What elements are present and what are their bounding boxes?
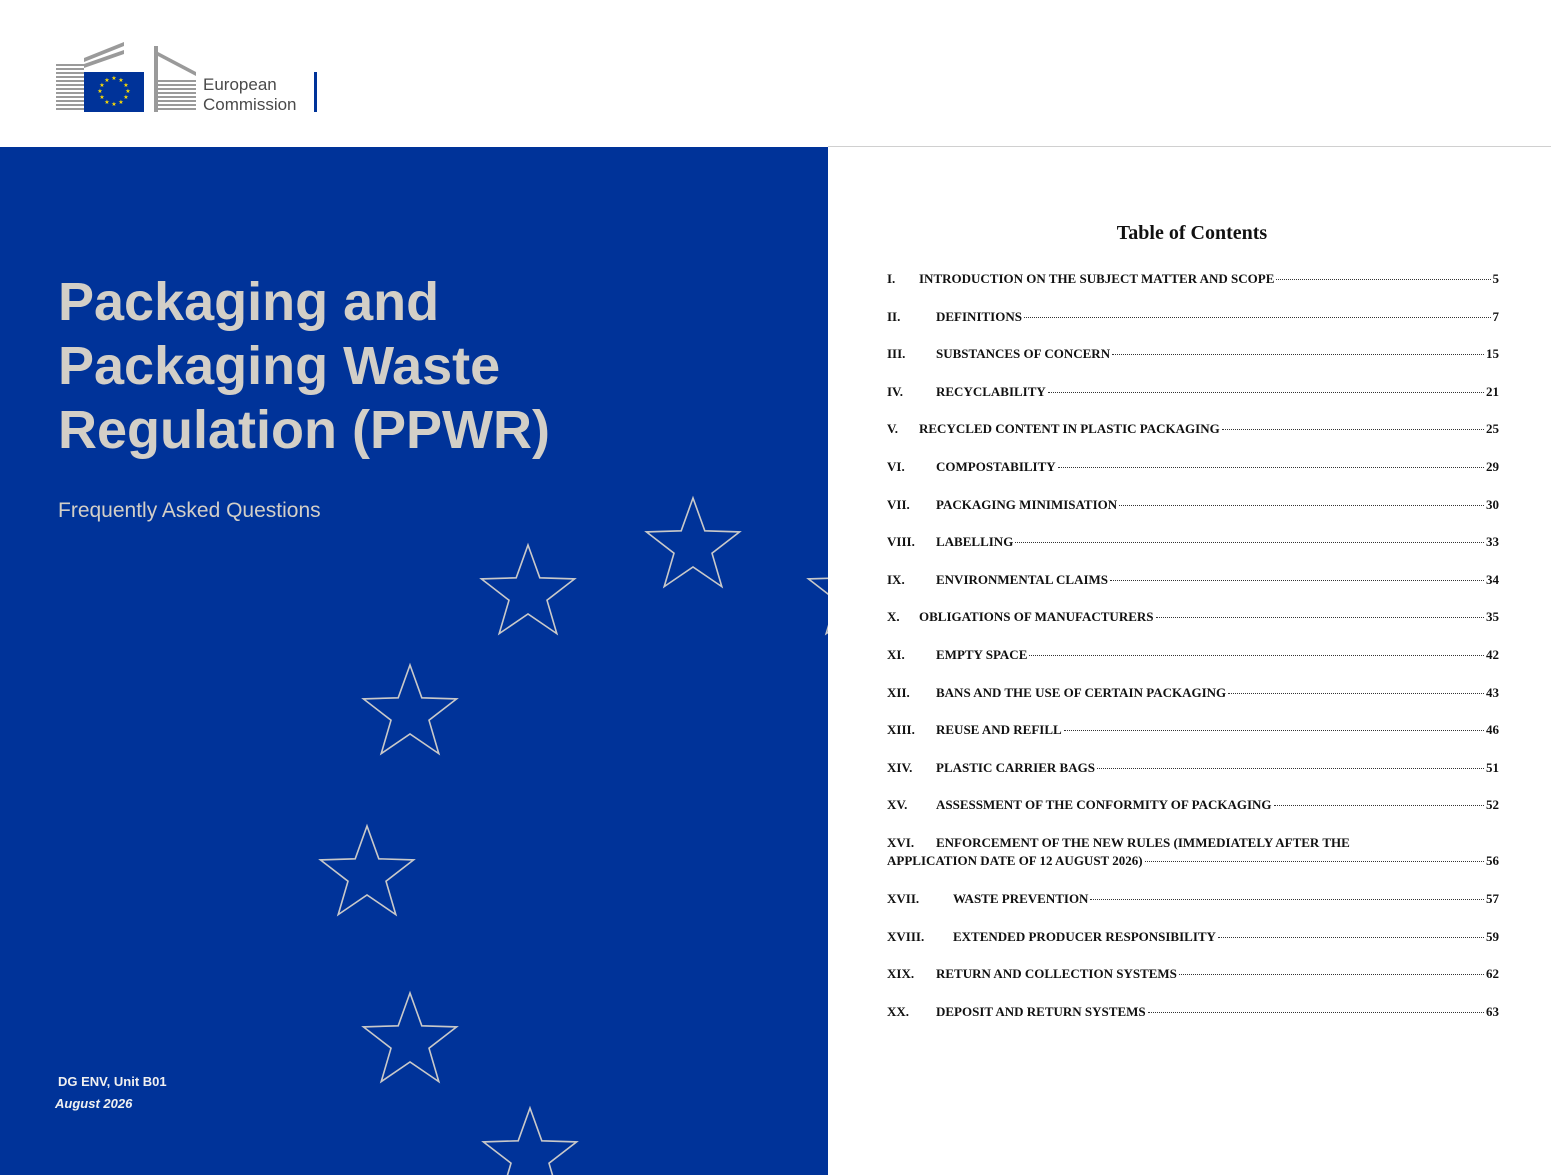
cover-unit: DG ENV, Unit B01: [58, 1074, 167, 1089]
svg-text:★: ★: [97, 88, 103, 95]
toc-entry-label: RECYCLED CONTENT IN PLASTIC PACKAGING: [919, 421, 1220, 437]
toc-entry-page: 7: [1492, 308, 1499, 324]
toc-entry[interactable]: [887, 685, 1499, 723]
toc-entry-label: ASSESSMENT OF THE CONFORMITY OF PACKAGING: [936, 797, 1272, 813]
toc-entry-page: 15: [1486, 346, 1499, 362]
toc-entry[interactable]: [887, 929, 1499, 967]
cover-star-icon: [481, 545, 574, 634]
toc-entry-label: REUSE AND REFILL: [936, 722, 1062, 738]
toc-dot-leader: [1119, 505, 1484, 506]
toc-dot-leader: [1110, 580, 1484, 581]
toc-entry-page: 30: [1486, 496, 1499, 512]
toc-dot-leader: [1156, 617, 1484, 618]
svg-text:★: ★: [123, 94, 129, 101]
toc-entry[interactable]: [887, 609, 1499, 647]
svg-text:★: ★: [125, 88, 131, 95]
toc-dot-leader: [1112, 354, 1484, 355]
toc-entry-number: XII.: [887, 684, 910, 700]
svg-text:★: ★: [104, 77, 110, 84]
toc-entry[interactable]: [887, 309, 1499, 347]
toc-entry-page: 43: [1486, 684, 1499, 700]
toc-entry[interactable]: [887, 647, 1499, 685]
toc-entry[interactable]: [887, 271, 1499, 309]
toc-entry-page: 62: [1486, 966, 1499, 982]
toc-title: Table of Contents: [1116, 222, 1268, 244]
toc-dot-leader: [1048, 392, 1484, 393]
svg-text:★: ★: [104, 99, 110, 106]
toc-entry[interactable]: [887, 797, 1499, 835]
toc-entry-label: INTRODUCTION ON THE SUBJECT MATTER AND SCOPE: [919, 271, 1275, 286]
toc-dot-leader: [1222, 429, 1484, 430]
svg-text:★: ★: [123, 82, 129, 89]
toc-entry-page: 29: [1486, 458, 1499, 474]
toc-entry-number: VIII.: [887, 534, 915, 550]
toc-entry-number: V.: [887, 421, 898, 437]
toc-entry-label: ENFORCEMENT OF THE NEW RULES (IMMEDIATELY AFTER THE: [936, 834, 1350, 850]
toc-entry-label: LABELLING: [936, 534, 1014, 550]
toc-dot-leader: [1029, 655, 1484, 656]
toc-entry-number: XV.: [887, 797, 908, 813]
svg-text:★: ★: [111, 75, 117, 82]
toc-dot-leader: [1145, 861, 1484, 862]
toc-entry-number: II.: [887, 308, 901, 324]
logo-text: [203, 75, 297, 115]
toc-dot-leader: [1148, 1012, 1484, 1013]
toc-entry-label: RECYCLABILITY: [936, 383, 1046, 399]
cover-star-icon: [646, 498, 739, 587]
toc-dot-leader: [1218, 937, 1484, 938]
toc-entry-label: ENVIRONMENTAL CLAIMS: [936, 571, 1109, 587]
toc-entry-label: EXTENDED PRODUCER RESPONSIBILITY: [953, 928, 1216, 944]
toc-entry-page: 59: [1486, 928, 1499, 944]
toc-entry[interactable]: [887, 534, 1499, 572]
toc-entry-page: 46: [1486, 722, 1499, 738]
toc-entry[interactable]: [887, 966, 1499, 1004]
toc-entry-label-cont: APPLICATION DATE OF 12 AUGUST 2026): [887, 852, 1143, 868]
toc-entry-page: 63: [1486, 1003, 1499, 1019]
toc-dot-leader: [1058, 467, 1484, 468]
cover-star-icon: [363, 993, 456, 1082]
toc-entry-page: 42: [1486, 646, 1499, 662]
logo-accent-bar: [314, 72, 317, 112]
toc-entry-page: 57: [1486, 890, 1499, 906]
toc-entry-page: 51: [1486, 759, 1499, 775]
cover-title: [58, 270, 550, 462]
cover-star-icon: [320, 826, 413, 915]
toc-entry-number: XIII.: [887, 722, 915, 738]
toc-entry[interactable]: [887, 722, 1499, 760]
toc-entry-number: III.: [887, 346, 906, 362]
toc-dot-leader: [1179, 974, 1484, 975]
toc-dot-leader: [1274, 805, 1484, 806]
toc-entry-number: XIV.: [887, 759, 913, 775]
toc-entry-page: 34: [1486, 571, 1499, 587]
toc-entry[interactable]: [887, 459, 1499, 497]
toc-entry-number: VI.: [887, 458, 905, 474]
toc-entry-label: EMPTY SPACE: [936, 646, 1028, 662]
logo-line-commission: Commission: [203, 95, 297, 114]
toc-entry-label: PLASTIC CARRIER BAGS: [936, 759, 1095, 775]
toc-entry-number: IV.: [887, 383, 904, 399]
table-of-contents: [828, 147, 1551, 1175]
cover-panel: [0, 147, 828, 1175]
toc-entry-number: XVI.: [887, 834, 915, 850]
toc-entry[interactable]: [887, 1004, 1499, 1042]
toc-entry-number: X.: [887, 609, 900, 625]
toc-entry-number: I.: [887, 271, 896, 286]
toc-entry-number: IX.: [887, 571, 905, 587]
toc-entry-label: DEPOSIT AND RETURN SYSTEMS: [936, 1003, 1146, 1019]
toc-entry[interactable]: [887, 346, 1499, 384]
toc-entry[interactable]: [887, 421, 1499, 459]
toc-dot-leader: [1097, 768, 1484, 769]
svg-text:★: ★: [111, 101, 117, 108]
toc-entry-page: 25: [1486, 421, 1499, 437]
toc-entry-label: DEFINITIONS: [936, 308, 1022, 324]
toc-entry[interactable]: [887, 572, 1499, 610]
page-header: [0, 0, 1551, 146]
toc-dot-leader: [1024, 317, 1491, 318]
svg-text:★: ★: [99, 82, 105, 89]
toc-dot-leader: [1228, 693, 1484, 694]
toc-entry-page: 33: [1486, 534, 1499, 550]
toc-entry-label: SUBSTANCES OF CONCERN: [936, 346, 1111, 362]
toc-entry[interactable]: [887, 384, 1499, 422]
cover-title-line: Packaging and: [58, 272, 440, 332]
toc-entry-number: XX.: [887, 1003, 910, 1019]
toc-entry[interactable]: [887, 835, 1499, 891]
cover-title-line: Regulation (PPWR): [58, 400, 550, 460]
toc-dot-leader: [1064, 730, 1484, 731]
cover-star-icon: [363, 665, 456, 754]
toc-entry-label: RETURN AND COLLECTION SYSTEMS: [936, 966, 1177, 982]
toc-entry-page: 5: [1492, 271, 1499, 286]
toc-dot-leader: [1015, 542, 1484, 543]
toc-entry-number: XI.: [887, 646, 905, 662]
toc-entry-page: 21: [1486, 383, 1499, 399]
toc-dot-leader: [1090, 899, 1484, 900]
toc-dot-leader: [1276, 279, 1490, 280]
toc-entry[interactable]: [887, 891, 1499, 929]
svg-text:★: ★: [99, 94, 105, 101]
toc-entry-label: OBLIGATIONS OF MANUFACTURERS: [919, 609, 1154, 625]
svg-text:★: ★: [118, 77, 124, 84]
toc-entry[interactable]: [887, 497, 1499, 535]
toc-entry-page: 52: [1486, 797, 1499, 813]
toc-entry-label: COMPOSTABILITY: [936, 458, 1056, 474]
toc-entry-label: PACKAGING MINIMISATION: [936, 496, 1118, 512]
cover-star-icon: [808, 545, 828, 634]
toc-entry-number: XVIII.: [887, 928, 925, 944]
toc-entry-label: BANS AND THE USE OF CERTAIN PACKAGING: [936, 684, 1227, 700]
svg-text:★: ★: [118, 99, 124, 106]
cover-star-icon: [483, 1108, 576, 1175]
toc-entry-page: 35: [1486, 609, 1499, 625]
toc-entries: [887, 271, 1499, 1041]
cover-subtitle: Frequently Asked Questions: [58, 499, 321, 522]
cover-title-line: Packaging Waste: [58, 336, 501, 396]
european-commission-logo: [56, 42, 326, 117]
toc-entry-number: VII.: [887, 496, 910, 512]
cover-date: August 2026: [55, 1096, 133, 1111]
logo-line-european: European: [203, 75, 277, 94]
toc-entry-page: 56: [1486, 852, 1499, 868]
toc-entry-number: XIX.: [887, 966, 915, 982]
commission-building-icon: [56, 42, 196, 117]
toc-entry-number: XVII.: [887, 890, 920, 906]
toc-entry[interactable]: [887, 760, 1499, 798]
toc-entry-label: WASTE PREVENTION: [953, 890, 1089, 906]
